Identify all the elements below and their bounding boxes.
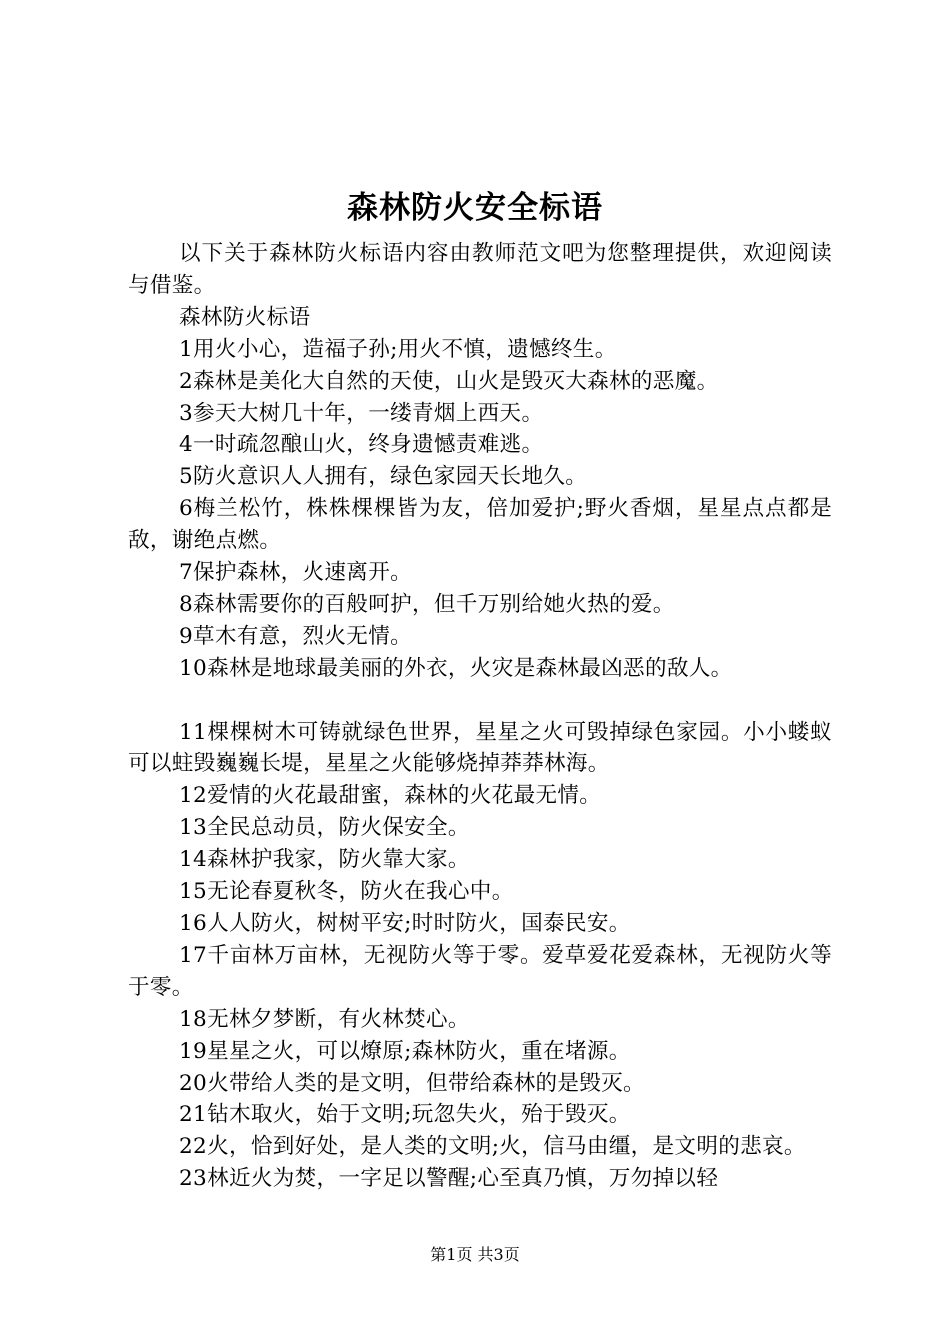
paragraph: 5防火意识人人拥有，绿色家园天长地久。: [179, 464, 588, 490]
paragraph: 12爱情的火花最甜蜜，森林的火花最无情。: [179, 783, 602, 809]
paragraph: 7保护森林，火速离开。: [179, 560, 412, 586]
paragraph: 3参天大树几十年，一缕青烟上西天。: [179, 400, 544, 426]
paragraph: 18无林夕梦断，有火林焚心。: [179, 1006, 470, 1032]
paragraph: 以下关于森林防火标语内容由教师范文吧为您整理提供，欢迎阅读与借鉴。: [128, 241, 832, 298]
paragraph: 6梅兰松竹，株株棵棵皆为友，倍加爱护;野火香烟，星星点点都是敌，谢绝点燃。: [128, 496, 832, 554]
paragraph: 23林近火为焚，一字足以警醒;心至真乃慎，万勿掉以轻: [179, 1166, 719, 1192]
paragraph: 13全民总动员，防火保安全。: [179, 815, 470, 841]
paragraph: 15无论春夏秋冬，防火在我心中。: [179, 879, 514, 905]
paragraph: 14森林护我家，防火靠大家。: [179, 847, 470, 873]
paragraph: 2森林是美化大自然的天使，山火是毁灭大森林的恶魔。: [179, 368, 719, 394]
paragraph: 22火，恰到好处，是人类的文明;火，信马由缰，是文明的悲哀。: [179, 1134, 806, 1160]
paragraph: 16人人防火，树树平安;时时防火，国泰民安。: [179, 911, 631, 937]
paragraph: 20火带给人类的是文明，但带给森林的是毁灭。: [179, 1070, 645, 1096]
page-title: 森林防火安全标语: [347, 190, 603, 226]
page-footer: 第1页 共3页: [430, 1245, 520, 1264]
paragraph: 1用火小心，造福子孙;用火不慎，遗憾终生。: [179, 336, 617, 362]
paragraph: 21钻木取火，始于文明;玩忽失火，殆于毁灭。: [179, 1102, 631, 1128]
paragraph: 10森林是地球最美丽的外衣，火灾是森林最凶恶的敌人。: [179, 655, 733, 681]
paragraph: 11棵棵树木可铸就绿色世界，星星之火可毁掉绿色家园。小小蝼蚁可以蛀毁巍巍长堤，星星之火能够烧掉莽莽林海。: [128, 719, 832, 777]
blank-line: [128, 685, 832, 717]
paragraph: 8森林需要你的百般呵护，但千万别给她火热的爱。: [179, 591, 675, 617]
paragraph: 17千亩林万亩林，无视防火等于零。爱草爱花爱森林，无视防火等于零。: [128, 942, 832, 1000]
paragraph: 19星星之火，可以燎原;森林防火，重在堵源。: [179, 1038, 631, 1064]
paragraph: 4一时疏忽酿山火，终身遗憾责难逃。: [179, 432, 544, 458]
document-body: [128, 238, 832, 1195]
paragraph: 9草木有意，烈火无情。: [179, 623, 412, 649]
paragraph: 森林防火标语: [179, 304, 311, 330]
